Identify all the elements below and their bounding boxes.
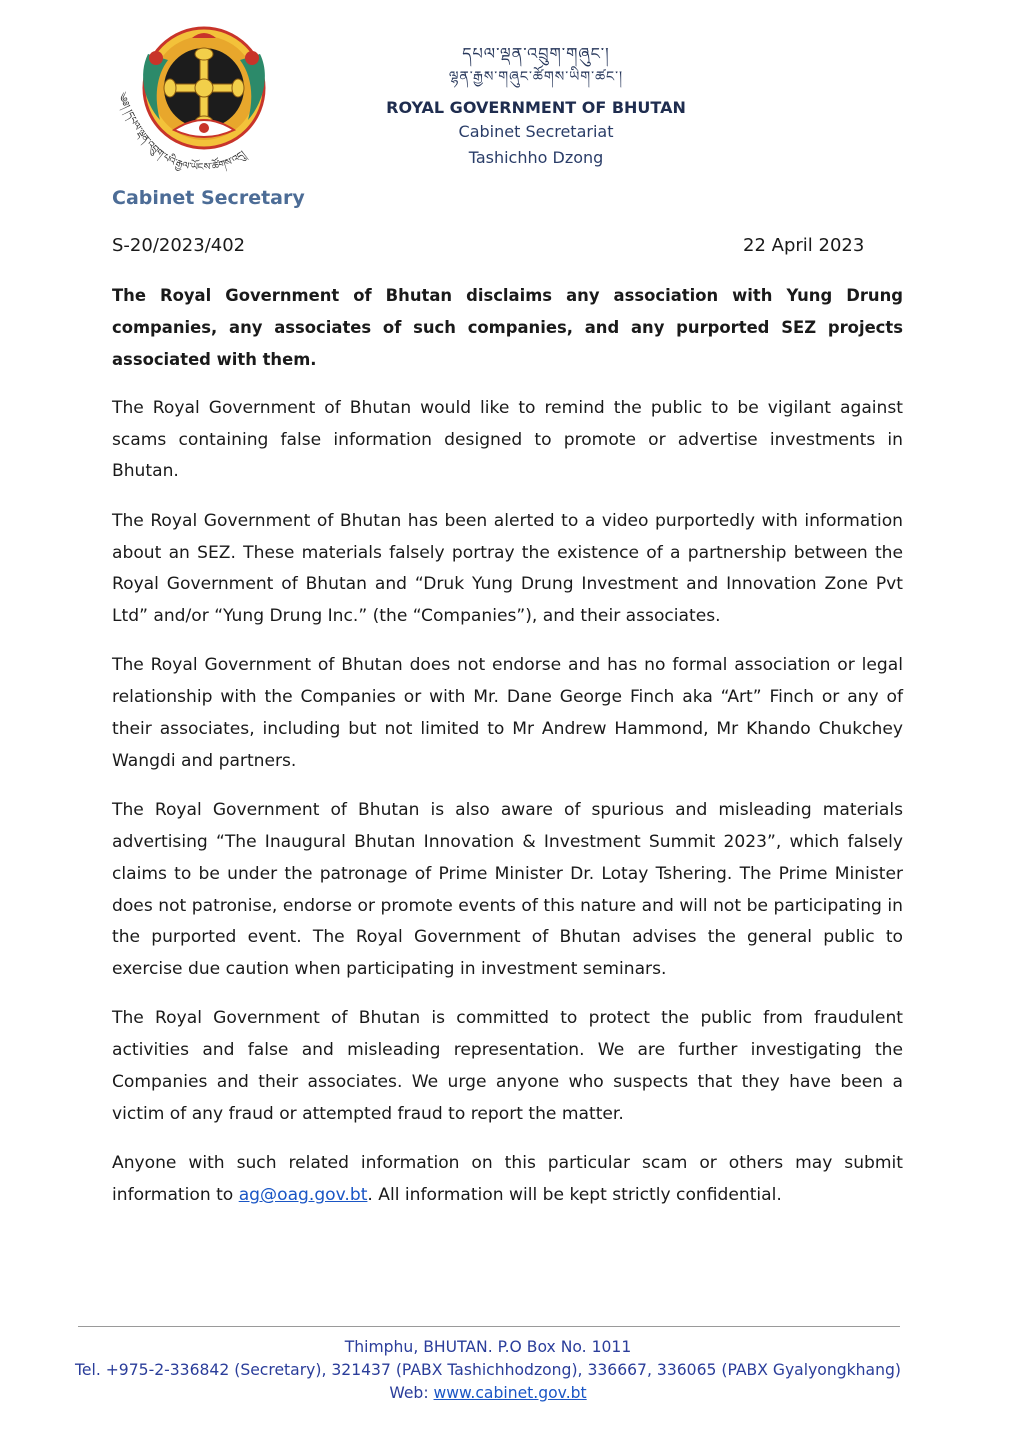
email-link[interactable]: ag@oag.gov.bt [238,1184,368,1205]
contact-text-before: Anyone with such related information on this particular scam or others may submit information to [112,1153,903,1205]
paragraph-investigation: The Royal Government of Bhutan is committed to protect the public from fraudulent activities and false and misleading representation. We are further investigating the Companies and their associates. We urge anyone who suspects that they have been a victim of any fraud or attempted fraud to report the matter. [112,1008,903,1124]
paragraph-contact [112,1148,903,1212]
royal-emblem-seal [108,24,286,174]
footer-web [0,1384,976,1402]
paragraph-video-sez: The Royal Government of Bhutan has been alerted to a video purportedly with information about an SEZ. These materials falsely portray the existence of a partnership between the Royal Government of Bhutan and “Druk Yung Drung Investment and Innovation Zone Pvt Ltd” and/or “Yung Drung Inc.” (the “Companies”), and their associates. [112,510,903,627]
dzongkha-header-line-1: དཔལ་ལྡན་འབྲུག་གཞུང་། [462,44,610,63]
footer-web-label: Web: [389,1384,434,1402]
contact-text-after: . All information will be kept strictly confidential. [367,1184,782,1205]
dzongkha-header-line-2: ལྷན་རྒྱས་གཞུང་ཚོགས་ཡིག་ཚང་། [448,69,624,85]
organization-name: ROYAL GOVERNMENT OF BHUTAN [386,98,686,117]
department-name: Cabinet Secretariat [458,122,614,141]
footer-phones: Tel. +975-2-336842 (Secretary), 321437 (PABX Tashichhodzong), 336667, 336065 (PABX Gyalyongkhang) [75,1361,901,1379]
footer-address: Thimphu, BHUTAN. P.O Box No. 1011 [344,1338,632,1356]
website-link[interactable]: www.cabinet.gov.bt [433,1384,587,1402]
letter-body [112,280,903,1229]
paragraph-no-association: The Royal Government of Bhutan does not endorse and has no formal association or legal relationship with the Companies or with Mr. Dane George Finch aka “Art” Finch or any of their associates, including but not limited to Mr Andrew Hammond, Mr Khando Chukchey Wangdi and partners. [112,655,903,771]
letter-date: 22 April 2023 [743,235,865,256]
office-location: Tashichho Dzong [468,148,604,167]
lead-statement: The Royal Government of Bhutan disclaims any association with Yung Drung companies, any associates of such companies, and any purported SEZ projects associated with them. [112,286,903,369]
seal-inscription: ༄༅། །དཔལ་ལྡན་འབྲུག་པའི་རྒྱལ་ཡོངས་ཚོགས་འདུ། [115,91,249,174]
paragraph-vigilance: The Royal Government of Bhutan would like to remind the public to be vigilant against scams containing false information designed to promote or advertise investments in Bhutan. [112,397,903,482]
sender-office: Cabinet Secretary [112,187,305,209]
reference-number: S-20/2023/402 [112,235,246,256]
footer-divider [78,1326,900,1327]
paragraph-summit: The Royal Government of Bhutan is also aware of spurious and misleading materials advertising “The Inaugural Bhutan Innovation & Investment Summit 2023”, which falsely claims to be under the patronage of Prime Minister Dr. Lotay Tshering. The Prime Minister does not patronise, endorse or promote events of this nature and will not be participating in the purported event. The Royal Government of Bhutan advises the general public to exercise due caution when participating in investment seminars. [112,800,903,980]
